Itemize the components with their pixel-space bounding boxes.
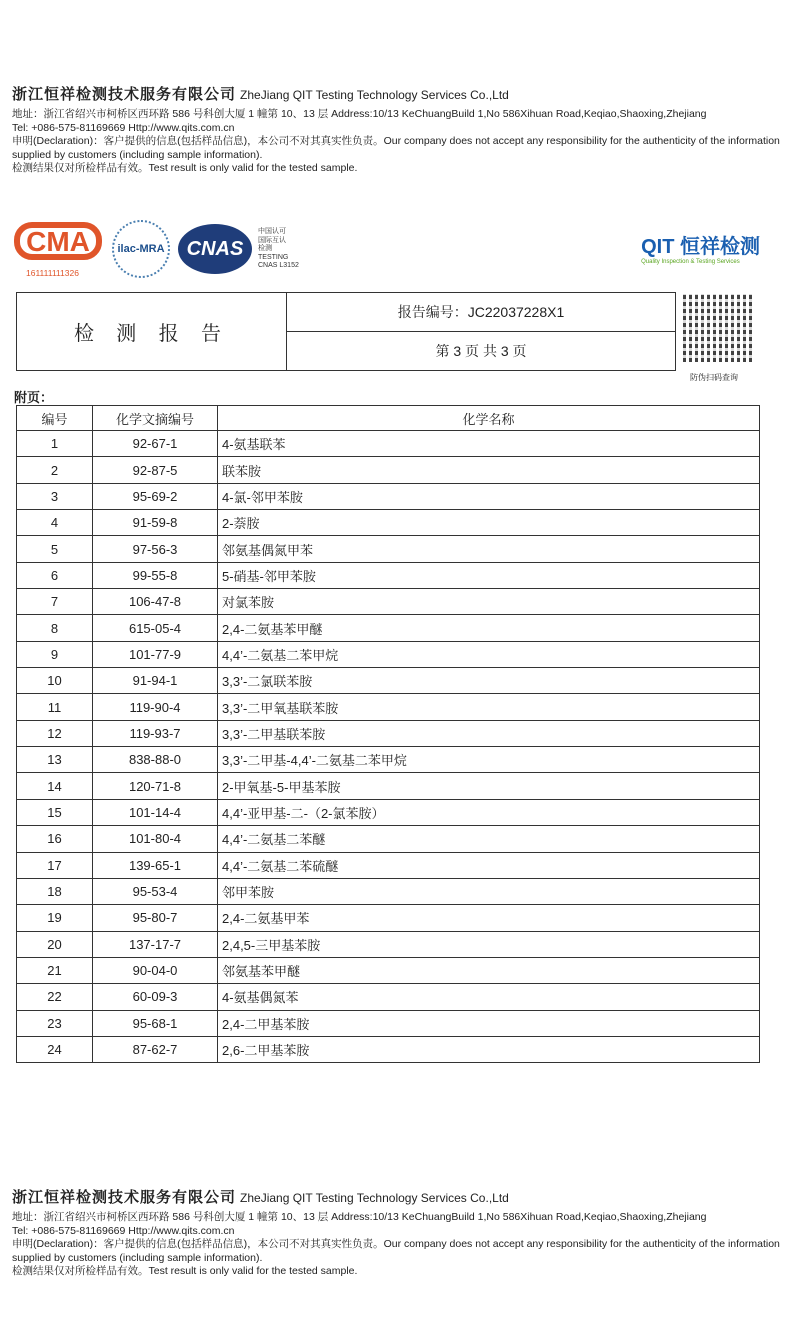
page-footer (12, 1187, 782, 1279)
cell-name: 2,6-二甲基苯胺 (218, 1036, 760, 1062)
cell-cas: 95-68-1 (93, 1010, 218, 1036)
cma-number: 161111111326 (26, 268, 79, 278)
cell-cas: 87-62-7 (93, 1036, 218, 1062)
cell-cas: 95-80-7 (93, 905, 218, 931)
declaration: 申明(Declaration)：客户提供的信息(包括样品信息)，本公司不对其真实性负责。Our company does not accept any responsibility for the authenticity of the information supplied by customers (including sample information). (12, 135, 780, 161)
report-number: 报告编号：JC22037228X1 (287, 293, 675, 332)
cell-cas: 101-77-9 (93, 641, 218, 667)
validity: 检测结果仅对所检样品有效。Test result is only valid for the tested sample. (12, 1265, 358, 1277)
address: 地址：浙江省绍兴市柯桥区西环路 586 号科创大厦 1 幢第 10、13 层 Address:10/13 KeChuangBuild 1,No 586Xihuan Road,Keqiao,Shaoxing,Zhejiang (12, 108, 707, 120)
validity: 检测结果仅对所检样品有效。Test result is only valid for the tested sample. (12, 162, 358, 174)
table-row (17, 615, 760, 641)
substances-table (16, 405, 760, 1063)
cell-no: 5 (17, 536, 93, 562)
table-row (17, 878, 760, 904)
table-row (17, 668, 760, 694)
cell-no: 16 (17, 826, 93, 852)
table-row (17, 957, 760, 983)
cell-no: 18 (17, 878, 93, 904)
cell-name: 4-氨基偶氮苯 (218, 984, 760, 1010)
cell-cas: 139-65-1 (93, 852, 218, 878)
cell-no: 17 (17, 852, 93, 878)
cell-name: 联苯胺 (218, 457, 760, 483)
cell-cas: 91-94-1 (93, 668, 218, 694)
cell-no: 4 (17, 510, 93, 536)
cell-cas: 120-71-8 (93, 773, 218, 799)
cell-name: 4,4’-亚甲基-二-（2-氯苯胺） (218, 799, 760, 825)
cell-no: 9 (17, 641, 93, 667)
cell-name: 2,4,5-三甲基苯胺 (218, 931, 760, 957)
cell-no: 22 (17, 984, 93, 1010)
qr-code-icon (683, 294, 753, 362)
table-row (17, 720, 760, 746)
cell-cas: 92-67-1 (93, 431, 218, 457)
table-row (17, 852, 760, 878)
company-name-en: ZheJiang QIT Testing Technology Services Co.,Ltd (240, 1191, 509, 1205)
company-name-en: ZheJiang QIT Testing Technology Services Co.,Ltd (240, 88, 509, 102)
cell-cas: 101-14-4 (93, 799, 218, 825)
header-no: 编号 (17, 406, 93, 431)
cell-cas: 95-69-2 (93, 483, 218, 509)
cell-name: 2,4-二氨基苯甲醚 (218, 615, 760, 641)
cell-no: 8 (17, 615, 93, 641)
appendix-label: 附页： (14, 390, 54, 405)
cell-cas: 119-90-4 (93, 694, 218, 720)
cell-cas: 137-17-7 (93, 931, 218, 957)
qr-caption: 防伪扫码查询 (690, 373, 738, 382)
header-cas: 化学文摘编号 (93, 406, 218, 431)
cell-name: 2,4-二氨基甲苯 (218, 905, 760, 931)
cell-name: 2-萘胺 (218, 510, 760, 536)
cell-name: 邻氨基偶氮甲苯 (218, 536, 760, 562)
cell-cas: 90-04-0 (93, 957, 218, 983)
table-row (17, 457, 760, 483)
cell-name: 5-硝基-邻甲苯胺 (218, 562, 760, 588)
cell-no: 15 (17, 799, 93, 825)
table-row (17, 931, 760, 957)
cell-name: 2,4-二甲基苯胺 (218, 1010, 760, 1036)
cell-no: 13 (17, 747, 93, 773)
cell-cas: 838-88-0 (93, 747, 218, 773)
cell-name: 2-甲氧基-5-甲基苯胺 (218, 773, 760, 799)
cell-cas: 99-55-8 (93, 562, 218, 588)
cell-no: 6 (17, 562, 93, 588)
table-row (17, 826, 760, 852)
cell-no: 1 (17, 431, 93, 457)
cell-name: 3,3’-二甲氧基联苯胺 (218, 694, 760, 720)
cell-no: 14 (17, 773, 93, 799)
table-row (17, 589, 760, 615)
company-name-cn: 浙江恒祥检测技术服务有限公司 (12, 85, 237, 103)
qit-slogan: Quality Inspection & Testing Services (641, 259, 740, 265)
cell-name: 对氯苯胺 (218, 589, 760, 615)
cell-name: 4,4’-二氨基二苯甲烷 (218, 641, 760, 667)
cell-cas: 119-93-7 (93, 720, 218, 746)
table-row (17, 641, 760, 667)
table-row (17, 747, 760, 773)
cell-no: 12 (17, 720, 93, 746)
logos (14, 218, 774, 283)
cell-no: 2 (17, 457, 93, 483)
cell-no: 11 (17, 694, 93, 720)
cell-no: 20 (17, 931, 93, 957)
report-header-box (16, 292, 676, 371)
table-row (17, 1036, 760, 1062)
cell-cas: 101-80-4 (93, 826, 218, 852)
cell-no: 19 (17, 905, 93, 931)
cell-no: 3 (17, 483, 93, 509)
qit-logo-text: QIT 恒祥检测 (641, 236, 760, 258)
cell-no: 10 (17, 668, 93, 694)
table-row (17, 483, 760, 509)
table-row (17, 536, 760, 562)
cell-no: 23 (17, 1010, 93, 1036)
table-row (17, 562, 760, 588)
tel: Tel: +086-575-81169669 Http://www.qits.com.cn (12, 1224, 235, 1237)
cma-logo: CMA (14, 222, 102, 260)
cell-no: 7 (17, 589, 93, 615)
cnas-text: 中国认可 国际互认 检测 TESTING CNAS L3152 (258, 228, 299, 269)
cell-cas: 60-09-3 (93, 984, 218, 1010)
header-name: 化学名称 (218, 406, 760, 431)
cell-name: 3,3’-二氯联苯胺 (218, 668, 760, 694)
cell-name: 4-氨基联苯 (218, 431, 760, 457)
page-indicator: 第 3 页 共 3 页 (435, 343, 527, 359)
table-row (17, 431, 760, 457)
cell-name: 4,4’-二氨基二苯醚 (218, 826, 760, 852)
ilac-logo: ilac-MRA (112, 220, 170, 278)
cell-name: 4,4’-二氨基二苯硫醚 (218, 852, 760, 878)
cell-cas: 615-05-4 (93, 615, 218, 641)
cell-no: 21 (17, 957, 93, 983)
cell-name: 3,3’-二甲基-4,4’-二氨基二苯甲烷 (218, 747, 760, 773)
company-name-cn: 浙江恒祥检测技术服务有限公司 (12, 1188, 237, 1206)
table-row (17, 510, 760, 536)
table-row (17, 905, 760, 931)
qit-logo (641, 230, 760, 265)
page-header (12, 84, 782, 176)
table-row (17, 984, 760, 1010)
cell-name: 邻甲苯胺 (218, 878, 760, 904)
cnas-logo: CNAS (178, 224, 252, 274)
table-row (17, 799, 760, 825)
cell-name: 邻氨基苯甲醚 (218, 957, 760, 983)
cell-no: 24 (17, 1036, 93, 1062)
cell-cas: 97-56-3 (93, 536, 218, 562)
report-title: 检 测 报 告 (17, 293, 287, 370)
cell-cas: 106-47-8 (93, 589, 218, 615)
declaration: 申明(Declaration)：客户提供的信息(包括样品信息)，本公司不对其真实性负责。Our company does not accept any responsibility for the authenticity of the information supplied by customers (including sample information). (12, 1238, 780, 1264)
table-row (17, 1010, 760, 1036)
cell-name: 4-氯-邻甲苯胺 (218, 483, 760, 509)
address: 地址：浙江省绍兴市柯桥区西环路 586 号科创大厦 1 幢第 10、13 层 Address:10/13 KeChuangBuild 1,No 586Xihuan Road,Keqiao,Shaoxing,Zhejiang (12, 1211, 707, 1223)
cell-cas: 92-87-5 (93, 457, 218, 483)
cell-cas: 91-59-8 (93, 510, 218, 536)
cell-cas: 95-53-4 (93, 878, 218, 904)
table-row (17, 773, 760, 799)
tel: Tel: +086-575-81169669 Http://www.qits.com.cn (12, 121, 235, 134)
table-row (17, 694, 760, 720)
cell-name: 3,3’-二甲基联苯胺 (218, 720, 760, 746)
